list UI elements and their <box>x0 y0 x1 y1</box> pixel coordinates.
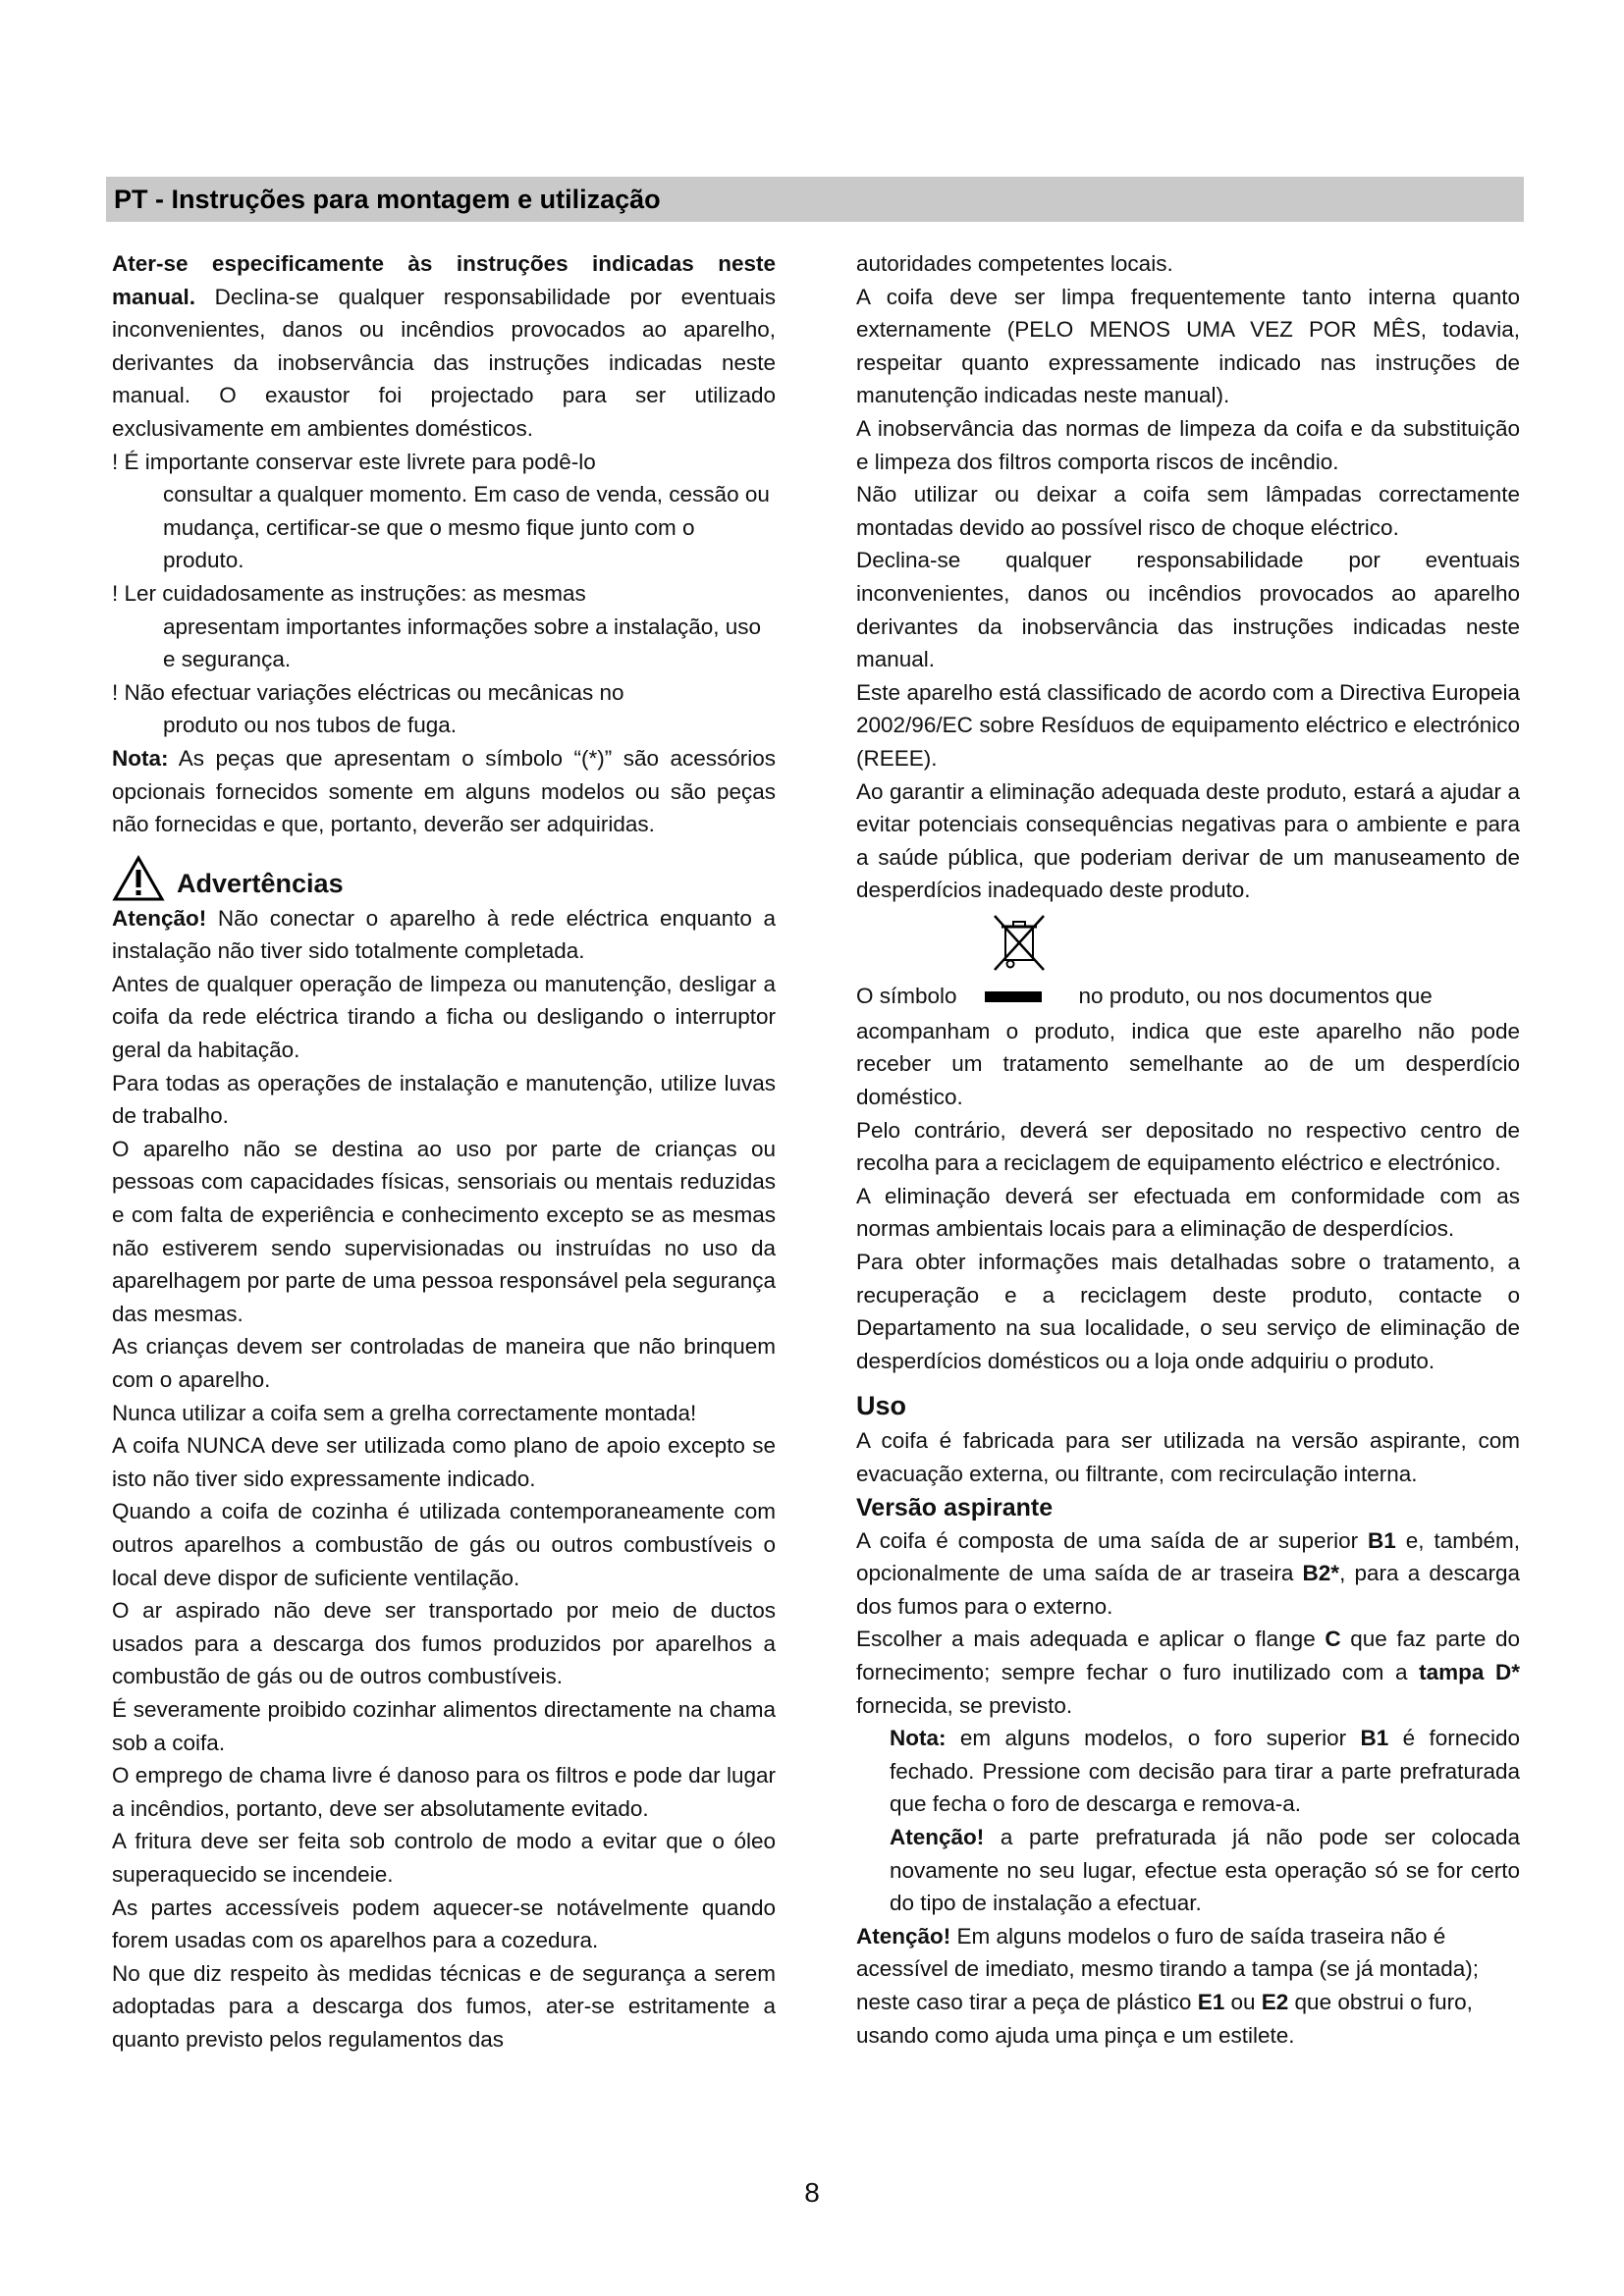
paragraph: O emprego de chama livre é danoso para os filtros e pode dar lugar a incêndios, portanto, deve ser absolutamente evitado. <box>112 1763 776 1821</box>
crossed-bin-icon <box>992 913 1047 982</box>
paragraph: No que diz respeito às medidas técnicas e de segurança a serem adoptadas para a descarga dos fumos, ater-se estritamente a quanto previsto pelos regulamentos das <box>112 1960 776 2052</box>
section-header <box>106 177 1524 222</box>
uso-heading: Uso <box>856 1391 907 1421</box>
left-column <box>112 247 776 2056</box>
bullet-mark: ! <box>112 449 119 474</box>
bullet-item <box>112 577 776 676</box>
page-number: 8 <box>804 2177 820 2208</box>
part-code: C <box>1325 1627 1341 1652</box>
symbol-line <box>856 980 1520 1013</box>
text-run: fornecida, se previsto. <box>856 1692 1073 1718</box>
text-run: a parte prefraturada já não pode ser colocada novamente no seu lugar, efectue esta operação só se for certo do tipo de instalação a efectuar. <box>890 1824 1520 1916</box>
text-run: A coifa é composta de uma saída de ar superior <box>856 1527 1369 1553</box>
paragraph: A inobservância das normas de limpeza da coifa e da substituição e limpeza dos filtros comporta riscos de incêndio. <box>856 415 1520 474</box>
atencao-label: Atenção! <box>112 905 207 931</box>
nota2-paragraph <box>856 1722 1520 1821</box>
text-run: que faz parte do fornecimento; sempre fechar o furo inutilizado com a <box>856 1627 1520 1684</box>
text-run: que obstrui o furo, usando como ajuda uma pinça e um estilete. <box>856 1989 1473 2048</box>
paragraph: acompanham o produto, indica que este aparelho não pode receber um tratamento semelhante ao de um desperdício doméstico. <box>856 1018 1520 1110</box>
part-code: E1 <box>1197 1989 1225 2014</box>
bullet-first: Ler cuidadosamente as instruções: as mesmas <box>124 580 586 606</box>
text-run: Escolher a mais adequada e aplicar o flange <box>856 1627 1326 1652</box>
nota-text: As peças que apresentam o símbolo “(*)” são acessórios opcionais fornecidos somente em alguns modelos ou são peças não fornecidas e que, portanto, deverão ser adquiridas. <box>112 745 776 837</box>
atencao3-paragraph <box>856 1920 1520 2052</box>
atencao-label: Atenção! <box>890 1824 985 1849</box>
bullet-rest: produto ou nos tubos de fuga. <box>163 713 457 738</box>
intro-bold: Ater-se especificamente às instruções indicadas neste manual. <box>112 251 776 309</box>
paragraph: Declina-se qualquer responsabilidade por eventuais inconvenientes, danos ou incêndios provocados ao aparelho derivantes da inobservância das instruções indicadas neste manual. <box>856 548 1520 672</box>
right-column <box>856 247 1520 2052</box>
intro-paragraph <box>112 247 776 446</box>
atencao-label: Atenção! <box>856 1923 951 1949</box>
bullet-mark: ! <box>112 580 119 606</box>
warning-triangle-icon <box>112 855 165 902</box>
bullet-item <box>112 676 776 742</box>
uso-paragraph: A coifa é fabricada para ser utilizada na versão aspirante, com evacuação externa, ou filtrante, com recirculação interna. <box>856 1428 1520 1486</box>
intro-text: Declina-se qualquer responsabilidade por eventuais inconvenientes, danos ou incêndios provocados ao aparelho, derivantes da inobservância das instruções indicadas neste manual. O exaustor foi projectado para ser utilizado exclusivamente em ambientes domésticos. <box>112 284 776 441</box>
bullet-mark: ! <box>112 679 119 705</box>
bullet-first: É importante conservar este livrete para podê-lo <box>124 449 596 474</box>
symbol-after: no produto, ou nos documentos que <box>1078 983 1433 1008</box>
paragraph: O ar aspirado não deve ser transportado por meio de ductos usados para a descarga dos fumos produzidos por aparelhos a combustão de gás ou de outros combustíveis. <box>112 1598 776 1689</box>
part-code: B1 <box>1360 1726 1389 1751</box>
paragraph: O aparelho não se destina ao uso por parte de crianças ou pessoas com capacidades físicas, sensoriais ou mentais reduzidas e com falta de experiência e conhecimento excepto se as mesmas não estiverem sendo supervisionadas ou instruídas no uso da aparelhagem por parte de uma pessoa responsável pela segurança das mesmas. <box>112 1136 776 1326</box>
part-code: B2* <box>1302 1561 1340 1586</box>
text-run: e, também, opcionalmente de uma saída de ar traseira <box>856 1527 1520 1586</box>
part-code: B1 <box>1368 1527 1396 1553</box>
paragraph: Ao garantir a eliminação adequada deste produto, estará a ajudar a evitar potenciais consequências negativas para o ambiente e para a saúde pública, que poderiam derivar de um manuseamento de desperdícios inadequado deste produto. <box>856 778 1520 903</box>
warnings-heading <box>112 851 776 902</box>
versao-paragraph-2 <box>856 1623 1520 1722</box>
nota-paragraph <box>112 742 776 841</box>
text-run: ou <box>1224 1989 1262 2014</box>
atencao-text: Não conectar o aparelho à rede eléctrica enquanto a instalação não tiver sido totalmente completada. <box>112 905 776 964</box>
weee-symbol-row <box>856 907 1520 1015</box>
paragraph: Quando a coifa de cozinha é utilizada contemporaneamente com outros aparelhos a combustão de gás ou outros combustíveis o local deve dispor de suficiente ventilação. <box>112 1499 776 1590</box>
part-code: E2 <box>1261 1989 1289 2014</box>
paragraph: A coifa NUNCA deve ser utilizada como plano de apoio excepto se isto não tiver sido expressamente indicado. <box>112 1433 776 1491</box>
paragraph: Nunca utilizar a coifa sem a grelha correctamente montada! <box>112 1400 697 1425</box>
paragraph: A fritura deve ser feita sob controlo de modo a evitar que o óleo superaquecido se incendeie. <box>112 1829 776 1887</box>
text-run: Em alguns modelos o furo de saída traseira não é acessível de imediato, mesmo tirando a tampa (se já montada); neste caso tirar a peça de plástico <box>856 1923 1480 2014</box>
paragraph: autoridades competentes locais. <box>856 251 1173 276</box>
weee-bar-symbol <box>985 991 1042 1002</box>
atencao-paragraph <box>112 902 776 968</box>
atencao2-paragraph <box>856 1821 1520 1920</box>
paragraph: É severamente proibido cozinhar alimentos directamente na chama sob a coifa. <box>112 1696 776 1755</box>
symbol-before: O símbolo <box>856 983 957 1008</box>
paragraph: Para todas as operações de instalação e manutenção, utilize luvas de trabalho. <box>112 1070 776 1129</box>
paragraph: Não utilizar ou deixar a coifa sem lâmpadas correctamente montadas devido ao possível risco de choque eléctrico. <box>856 482 1520 540</box>
paragraph: As partes accessíveis podem aquecer-se notávelmente quando forem usadas com os aparelhos para a cozedura. <box>112 1895 776 1953</box>
bullet-item <box>112 446 776 577</box>
text-run: em alguns modelos, o foro superior <box>946 1726 1361 1751</box>
warnings-title: Advertências <box>177 868 344 898</box>
paragraph: Este aparelho está classificado de acordo com a Directiva Europeia 2002/96/EC sobre Resíduos de equipamento eléctrico e electrónico (REEE). <box>856 679 1520 771</box>
versao-paragraph-1 <box>856 1524 1520 1624</box>
paragraph: As crianças devem ser controladas de maneira que não brinquem com o aparelho. <box>112 1334 776 1392</box>
bullet-rest: consultar a qualquer momento. Em caso de venda, cessão ou mudança, certificar-se que o mesmo fique junto com o produto. <box>163 482 770 573</box>
section-title: PT - Instruções para montagem e utilização <box>114 185 661 214</box>
paragraph: Antes de qualquer operação de limpeza ou manutenção, desligar a coifa da rede eléctrica tirando a ficha ou desligando o interruptor geral da habitação. <box>112 971 776 1063</box>
paragraph: Pelo contrário, deverá ser depositado no respectivo centro de recolha para a reciclagem de equipamento eléctrico e electrónico. <box>856 1117 1520 1176</box>
paragraph: A eliminação deverá ser efectuada em conformidade com as normas ambientais locais para a eliminação de desperdícios. <box>856 1183 1520 1242</box>
paragraph: A coifa deve ser limpa frequentemente tanto interna quanto externamente (PELO MENOS UMA VEZ POR MÊS, todavia, respeitar quanto expressamente indicado nas instruções de manutenção indicadas neste manual). <box>856 284 1520 408</box>
part-code: tampa D* <box>1419 1659 1520 1684</box>
versao-heading: Versão aspirante <box>856 1493 1054 1522</box>
text-run: é fornecido fechado. Pressione com decisão para tirar a parte prefraturada que fecha o foro de descarga e remova-a. <box>890 1726 1521 1817</box>
nota-label: Nota: <box>112 745 169 771</box>
bullet-rest: apresentam importantes informações sobre a instalação, uso e segurança. <box>163 614 762 672</box>
text-run: , para a descarga dos fumos para o externo. <box>856 1561 1520 1619</box>
bullet-first: Não efectuar variações eléctricas ou mecânicas no <box>124 679 624 705</box>
nota-label: Nota: <box>890 1726 947 1751</box>
paragraph: Para obter informações mais detalhadas sobre o tratamento, a recuperação e a reciclagem deste produto, contacte o Departamento na sua localidade, o seu serviço de eliminação de desperdícios domésticos ou a loja onde adquiriu o produto. <box>856 1250 1520 1373</box>
